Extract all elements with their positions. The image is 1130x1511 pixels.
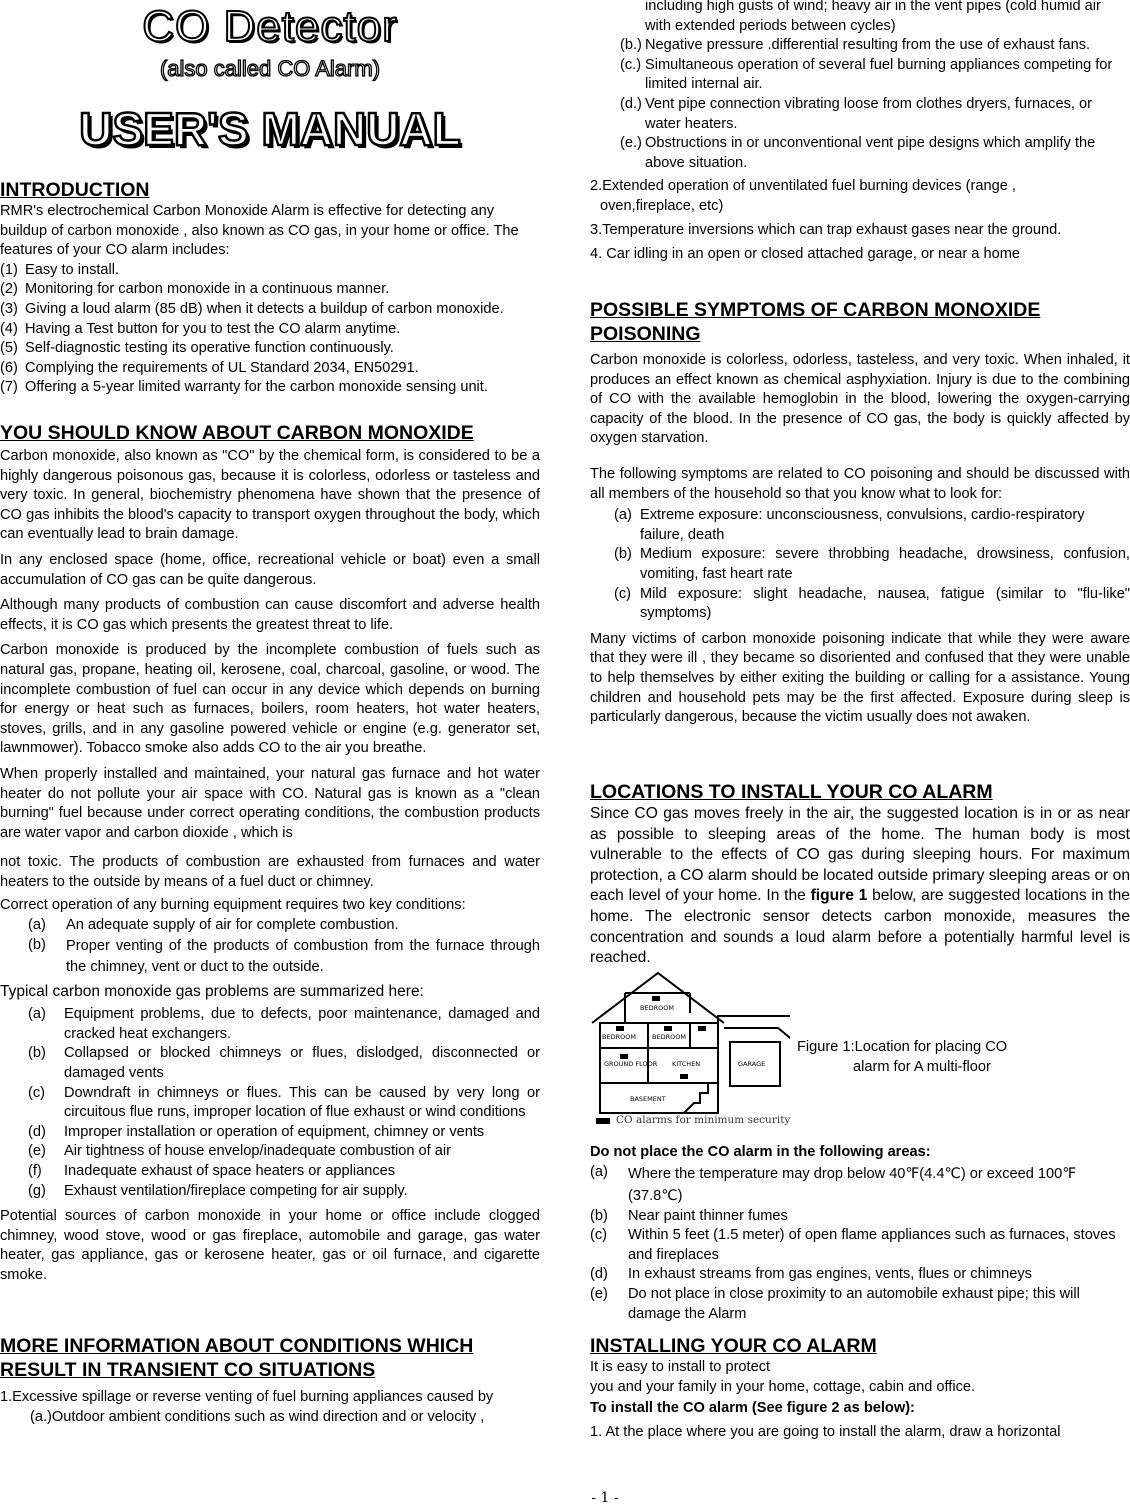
know-p2: In any enclosed space (home, office, recreational vehicle or boat) even a small accumulation of CO gas can be quite dangerous. bbox=[0, 551, 540, 588]
know-p8: Typical carbon monoxide gas problems are summarized here: bbox=[0, 982, 424, 1000]
list-item: (5) Self-diagnostic testing its operative function continuously. bbox=[0, 340, 394, 357]
fig-label-garage: GARAGE bbox=[738, 1060, 766, 1068]
list-item: (a) Extreme exposure: unconsciousness, convulsions, cardio-respiratory failure, death bbox=[614, 507, 1085, 543]
installing-step-1: 1. At the place where you are going to install the alarm, draw a horizontal bbox=[590, 1423, 1061, 1440]
list-item: (e) Do not place in close proximity to an automobile exhaust pipe; this will damage the Alarm bbox=[590, 1285, 1080, 1322]
know-p7: Correct operation of any burning equipment requires two key conditions: bbox=[0, 897, 466, 914]
list-item: (e.) Obstructions in or unconventional vent pipe designs which amplify the above situation. bbox=[620, 135, 1096, 171]
know-p3: Although many products of combustion can cause discomfort and adverse health effects, it is CO gas which presents the greatest threat to life. bbox=[0, 597, 540, 633]
figure-1-caption: Figure 1:Location for placing CO alarm for A multi-floor bbox=[797, 1039, 1008, 1075]
list-item: (b) Medium exposure: severe throbbing headache, drowsiness, confusion, vomiting, fast heart rate bbox=[614, 546, 1130, 582]
locations-p1: Since CO gas moves freely in the air, the suggested location is in or as near as possible to sleeping areas of the home. The human body is most vulnerable to the effects of CO gas during sleeping hours. For maximum protection, a CO alarm should be located outside primary sleeping areas or on each level of your home. In the figure 1 below, are suggested locations in the home. The electronic sensor detects carbon monoxide, measures the concentration and sounds a loud alarm before a potentially harmful level is reached. bbox=[590, 805, 1130, 967]
locations-section bbox=[590, 780, 1130, 969]
list-item: (d.) Vent pipe connection vibrating loose from clothes dryers, furnaces, or water heaters. bbox=[620, 95, 1092, 132]
donot-section bbox=[590, 1143, 1130, 1324]
intro-heading: INTRODUCTION bbox=[0, 179, 150, 201]
list-item: (a) An adequate supply of air for complete combustion. bbox=[28, 917, 399, 934]
more-heading-2: RESULT IN TRANSIENT CO SITUATIONS bbox=[0, 1359, 376, 1381]
symptoms-p2: The following symptoms are related to CO poisoning and should be discussed with all members of the household so that you know what to look for: bbox=[590, 465, 1130, 502]
symptoms-p3: Many victims of carbon monoxide poisoning indicate that while they were aware that they were ill , they became so disoriented and confused that they were unable to help themselves by either exiting the building or calling for a assistance. Young children and household pets may be the first affected. Exposure during sleep is particularly dangerous, because the victim usually does not awaken. bbox=[590, 630, 1130, 726]
list-item: (6) Complying the requirements of UL Standard 2034, EN50291. bbox=[0, 359, 419, 376]
title-subtitle: (also called CO Alarm) bbox=[159, 56, 381, 81]
installing-heading: INSTALLING YOUR CO ALARM bbox=[590, 1335, 877, 1357]
figure-legend: CO alarms for minimum security bbox=[616, 1114, 791, 1126]
locations-heading: LOCATIONS TO INSTALL YOUR CO ALARM bbox=[590, 781, 993, 803]
more-item-1a: (a.)Outdoor ambient conditions such as wind direction and or velocity , bbox=[30, 1408, 485, 1425]
list-item: (c) Mild exposure: slight headache, nausea, fatigue (similar to "flu-like" symptoms) bbox=[614, 585, 1130, 622]
list-item: (c.) Simultaneous operation of several fuel burning appliances competing for limited internal air. bbox=[620, 56, 1113, 93]
list-item: (b.) Negative pressure .differential resulting from the use of exhaust fans. bbox=[620, 37, 1091, 54]
installing-p1: It is easy to install to protect bbox=[590, 1359, 771, 1375]
more-item-3: 3.Temperature inversions which can trap exhaust gases near the ground. bbox=[590, 221, 1062, 238]
fig-label-ground-floor: GROUND FLOOR bbox=[604, 1060, 658, 1068]
list-item: (a) Where the temperature may drop below 40℉(4.4℃) or exceed 100℉ (37.8℃) bbox=[590, 1163, 1077, 1204]
installing-p2: you and your family in your home, cottage, cabin and office. bbox=[590, 1378, 976, 1395]
features-list bbox=[0, 261, 540, 398]
list-item: (c) Downdraft in chimneys or flues. This can be caused by very long or circuitous flue runs, improper location of flue exhaust or wind conditions bbox=[28, 1084, 540, 1121]
list-item: (g) Exhaust ventilation/fireplace competing for air supply. bbox=[28, 1182, 408, 1199]
figure-1-house-diagram bbox=[590, 968, 790, 1126]
list-item: (7) Offering a 5-year limited warranty for the carbon monoxide sensing unit. bbox=[0, 379, 488, 396]
list-item: (d) Improper installation or operation of equipment, chimney or vents bbox=[28, 1123, 485, 1140]
fig-label-bedroom-right: BEDROOM bbox=[652, 1033, 686, 1041]
fig-label-basement: BASEMENT bbox=[630, 1095, 666, 1103]
more-item-4: 4. Car idling in an open or closed attached garage, or near a home bbox=[590, 246, 1020, 263]
know-p4: Carbon monoxide is produced by the incomplete combustion of fuels such as natural gas, propane, heating oil, kerosene, coal, charcoal, gasoline, or wood. The incomplete combustion of fuel can occur in any device which depends on burning for energy or heat such as furnaces, boilers, room heaters, hot water heaters, stoves, grills, and in any gasoline powered vehicle or engine (e.g. generator set, lawnmower). Tobacco smoke also adds CO to the air you breathe. bbox=[0, 642, 540, 757]
list-item: (c) Within 5 feet (1.5 meter) of open flame appliances such as furnaces, stoves and fireplaces bbox=[590, 1227, 1116, 1263]
house-drawing bbox=[590, 968, 790, 1126]
know-p1: Carbon monoxide, also known as "CO" by the chemical form, is considered to be a highly dangerous poisonous gas, because it is colorless, odorless or tasteless and very toxic. In general, biochemistry phenomena have shown that the presence of CO gas inhibits the blood's capacity to transport oxygen throughout the body, which can eventually lead to brain damage. bbox=[0, 448, 540, 543]
more-heading-1: MORE INFORMATION ABOUT CONDITIONS WHICH bbox=[0, 1335, 474, 1357]
problems-list bbox=[0, 1005, 540, 1201]
list-item: (3) Giving a loud alarm (85 dB) when it detects a buildup of carbon monoxide. bbox=[0, 300, 504, 317]
symptoms-p1: Carbon monoxide is colorless, odorless, tasteless, and very toxic. When inhaled, it produces an effect known as chemical asphyxiation. Injury is due to the combining of CO with the available hemoglobin in the blood, lowering the oxygen-carrying capacity of the blood. In the presence of CO gas, the body is quickly affected by oxygen starvation. bbox=[590, 352, 1130, 447]
know-heading: YOU SHOULD KNOW ABOUT CARBON MONOXIDE bbox=[0, 422, 474, 444]
symptoms-heading-1: POSSIBLE SYMPTOMS OF CARBON MONOXIDE bbox=[590, 299, 1041, 321]
fig-label-bedroom-top: BEDROOM bbox=[640, 1004, 674, 1012]
know-p6: not toxic. The products of combustion are exhausted from furnaces and water heaters to the outside by means of a fuel duct or chimney. bbox=[0, 854, 540, 890]
installing-sub: To install the CO alarm (See figure 2 as below): bbox=[590, 1400, 915, 1417]
figure-1-ref: figure 1 bbox=[810, 887, 868, 905]
know-section bbox=[0, 421, 540, 1286]
fig-label-bedroom-left: BEDROOM bbox=[602, 1033, 636, 1041]
symptoms-section bbox=[590, 298, 1130, 728]
more-item-2: 2.Extended operation of unventilated fuel burning devices (range , oven,fireplace, etc) bbox=[590, 178, 1016, 214]
fig-label-kitchen: KITCHEN bbox=[672, 1060, 701, 1068]
installing-section bbox=[590, 1334, 1130, 1442]
intro-paragraph: RMR's electrochemical Carbon Monoxide Alarm is effective for detecting any buildup of carbon monoxide , also known as CO gas, in your home or office. The features of your CO alarm includes: bbox=[0, 203, 519, 259]
title-co-detector: CO Detector bbox=[142, 2, 398, 51]
symptoms-heading-2: POISONING bbox=[590, 323, 701, 345]
page-number: - 1 - bbox=[591, 1490, 619, 1506]
more-continued bbox=[590, 0, 1130, 265]
list-item: (b) Near paint thinner fumes bbox=[590, 1207, 788, 1224]
more-item-1a-cont: including high gusts of wind; heavy air in the vent pipes (cold humid air with extended periods between cycles) bbox=[645, 0, 1101, 34]
list-item: (b) Proper venting of the products of combustion from the furnace through the chimney, vent or duct to the outside. bbox=[28, 936, 540, 975]
list-item: (f) Inadequate exhaust of space heaters or appliances bbox=[28, 1163, 396, 1179]
manual-title bbox=[0, 4, 540, 154]
know-p9: Potential sources of carbon monoxide in your home or office include clogged chimney, wood stove, wood or gas fireplace, automobile and garage, gas water heater, gas appliance, gas or kerosene heater, gas or oil furnace, and cigarette smoke. bbox=[0, 1208, 540, 1283]
title-users-manual: USER'S MANUAL bbox=[79, 103, 461, 155]
know-p5: When properly installed and maintained, your natural gas furnace and hot water heater do not pollute your air space with CO. Natural gas is known as a "clean burning" fuel because under correct operating conditions, the combustion products are water vapor and carbon dioxide , which is bbox=[0, 765, 540, 841]
more-section bbox=[0, 1334, 540, 1427]
list-item: (2) Monitoring for carbon monoxide in a continuous manner. bbox=[0, 281, 390, 298]
list-item: (b) Collapsed or blocked chimneys or flues, dislodged, disconnected or damaged vents bbox=[28, 1045, 540, 1082]
donot-heading: Do not place the CO alarm in the following areas: bbox=[590, 1144, 931, 1160]
list-item: (1) Easy to install. bbox=[0, 261, 120, 278]
list-item: (d) In exhaust streams from gas engines, vents, flues or chimneys bbox=[590, 1266, 1032, 1283]
list-item: (4) Having a Test button for you to test the CO alarm anytime. bbox=[0, 320, 401, 337]
intro-section bbox=[0, 178, 540, 398]
more-item-1: 1.Excessive spillage or reverse venting of fuel burning appliances caused by bbox=[0, 1389, 494, 1405]
symptoms-list bbox=[590, 506, 1130, 624]
list-item: (e) Air tightness of house envelop/inadequate combustion of air bbox=[28, 1143, 451, 1160]
list-item: (a) Equipment problems, due to defects, poor maintenance, damaged and cracked heat exchangers. bbox=[28, 1006, 540, 1042]
